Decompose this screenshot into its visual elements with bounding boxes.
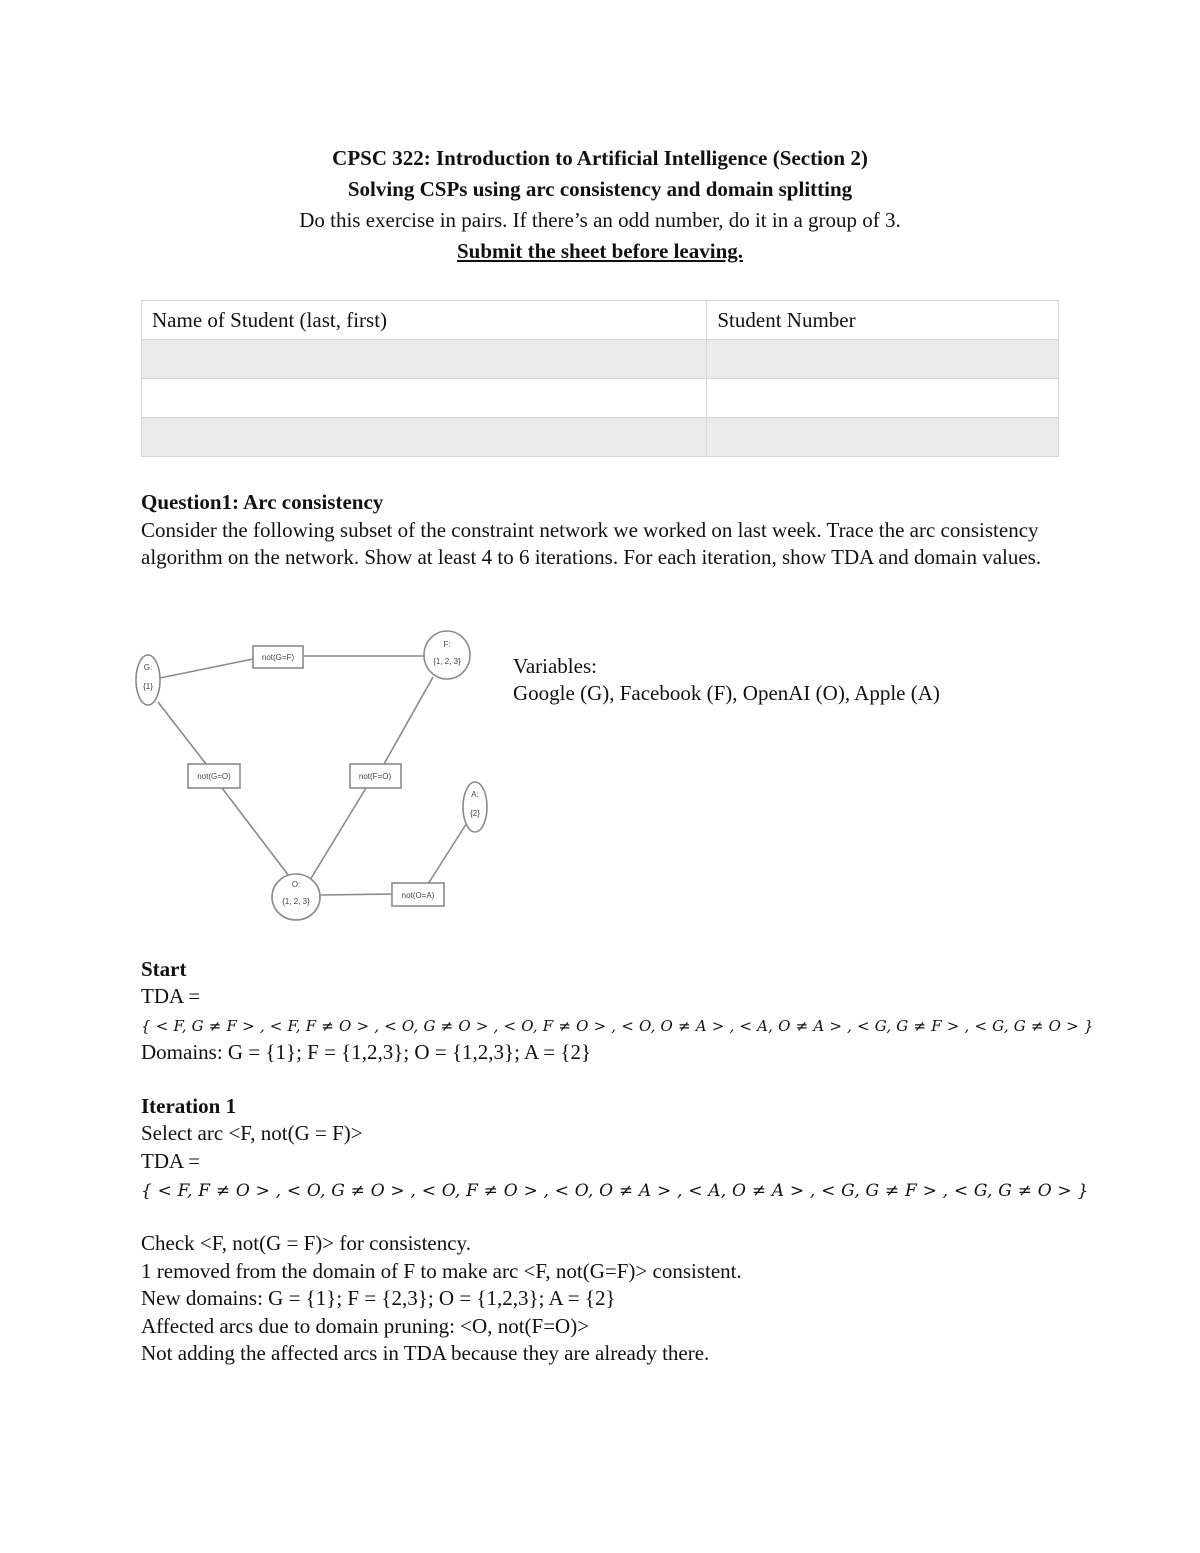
table-row (142, 418, 1059, 457)
iteration1-select-arc: Select arc <F, not(G = F)> (141, 1121, 363, 1145)
constraint-label-fo: not(F=O) (358, 772, 392, 781)
number-cell[interactable] (707, 418, 1059, 457)
column-header-number: Student Number (707, 301, 1059, 340)
variables-label: Variables: (513, 654, 597, 678)
node-f-name: F: (443, 640, 451, 649)
iteration1-removed: 1 removed from the domain of F to make arc <F, not(G=F)> consistent. (141, 1259, 742, 1283)
iteration1-not-adding: Not adding the affected arcs in TDA because they are already there. (141, 1341, 710, 1365)
table-row (142, 340, 1059, 379)
edge-g-gf (160, 659, 253, 678)
edge-f-fo (384, 677, 433, 764)
exercise-subtitle: Solving CSPs using arc consistency and domain splitting (347, 177, 853, 201)
node-o-name: O: (291, 880, 301, 889)
question1-heading: Question1: Arc consistency (141, 490, 384, 514)
table-row (142, 379, 1059, 418)
edge-fo-o (310, 788, 366, 880)
course-title: CPSC 322: Introduction to Artificial Intelligence (Section 2) (332, 146, 868, 170)
edge-go-o (222, 788, 292, 880)
variables-list: Google (G), Facebook (F), OpenAI (O), Apple (A) (513, 681, 940, 705)
start-domains: Domains: G = {1}; F = {1,2,3}; O = {1,2,3}; A = {2} (141, 1040, 592, 1064)
column-header-name: Name of Student (last, first) (142, 301, 707, 340)
edge-o-oa (320, 894, 392, 895)
constraint-network-diagram (130, 622, 500, 927)
constraint-label-oa: not(O=A) (401, 891, 435, 900)
submit-note: Submit the sheet before leaving. (456, 239, 743, 263)
name-cell[interactable] (142, 340, 707, 379)
node-f-domain: {1, 2, 3} (433, 657, 461, 666)
node-g-domain: {1} (143, 682, 153, 691)
iteration1-tda-set: { < F, F ≠ O > , < O, G ≠ O > , < O, F ≠ O > , < O, O ≠ A > , < A, O ≠ A > , < G, G ≠ F > , < G, G ≠ O > } (141, 1181, 1089, 1201)
iteration1-heading: Iteration 1 (141, 1094, 237, 1118)
node-a-domain: {2} (470, 809, 480, 818)
node-g-name: G: (143, 663, 153, 672)
iteration1-affected-arcs: Affected arcs due to domain pruning: <O, not(F=O)> (141, 1314, 590, 1338)
node-o-domain: {1, 2, 3} (282, 897, 310, 906)
table-header-row (142, 301, 1059, 340)
number-cell[interactable] (707, 340, 1059, 379)
start-heading: Start (141, 957, 187, 981)
node-a-name: A: (471, 790, 479, 799)
start-tda-set: { < F, G ≠ F > , < F, F ≠ O > , < O, G ≠ O > , < O, F ≠ O > , < O, O ≠ A > , < A, O ≠ A > , < G, G ≠ F > , < G, G ≠ O > } (141, 1017, 1094, 1035)
name-cell[interactable] (142, 379, 707, 418)
node-f (424, 631, 470, 679)
number-cell[interactable] (707, 379, 1059, 418)
student-table (141, 300, 1059, 457)
iteration1-tda-label: TDA = (141, 1149, 201, 1173)
iteration1-new-domains: New domains: G = {1}; F = {2,3}; O = {1,2,3}; A = {2} (141, 1286, 616, 1310)
question1-prompt: Consider the following subset of the constraint network we worked on last week. Trace the arc consistency algorithm on the network. Show at least 4 to 6 iterations. For each iteration, show TDA and domain values. (141, 518, 1042, 569)
iteration1-check: Check <F, not(G = F)> for consistency. (141, 1231, 471, 1255)
start-tda-label: TDA = (141, 984, 201, 1008)
edge-g-go (158, 702, 206, 764)
instructions: Do this exercise in pairs. If there’s an odd number, do it in a group of 3. (299, 208, 901, 232)
constraint-label-gf: not(G=F) (261, 653, 295, 662)
edge-oa-a (428, 818, 470, 884)
constraint-label-go: not(G=O) (197, 772, 231, 781)
name-cell[interactable] (142, 418, 707, 457)
